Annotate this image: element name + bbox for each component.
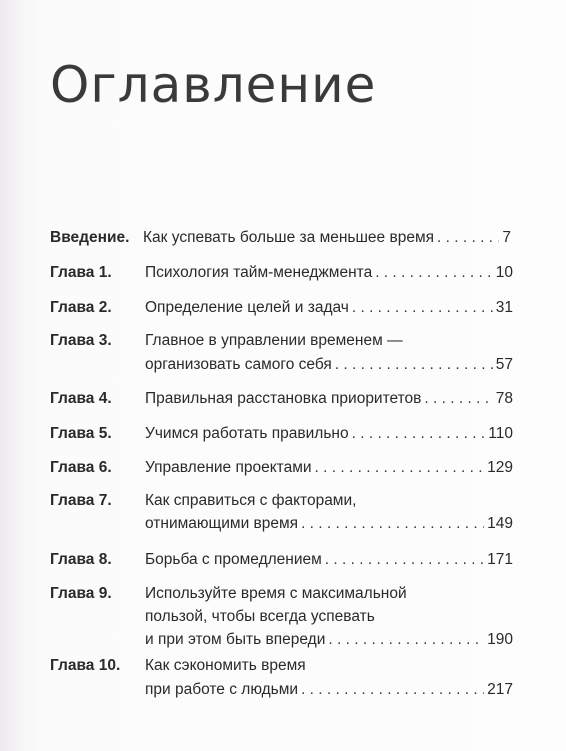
toc-entry-title-line (145, 354, 513, 376)
toc-page-number: 78 (495, 390, 513, 407)
toc-entry-label: Глава 1. (50, 264, 112, 281)
toc-entry-title-line (145, 513, 513, 535)
toc-leader-dots (315, 457, 485, 479)
toc-entry-title-line (145, 457, 513, 479)
toc-entry-title: Управление проектами (145, 459, 312, 476)
toc-page-number: 31 (495, 299, 513, 316)
toc-leader-dots (301, 513, 484, 535)
toc-entry-title-line (145, 679, 513, 701)
toc-entry-title: Определение целей и задач (145, 299, 349, 316)
toc-entry-title-line (145, 423, 513, 445)
toc-page-number: 110 (488, 425, 513, 442)
toc-leader-dots (301, 679, 484, 701)
toc-entry-label: Глава 3. (50, 332, 112, 349)
toc-leader-dots (335, 354, 493, 376)
toc-entry-title: Учимся работать правильно (145, 425, 349, 442)
toc-entry-label: Введение. (50, 229, 130, 246)
toc-entry-title-line (145, 330, 403, 352)
toc-page-number: 57 (495, 356, 513, 373)
toc-entry-title: и при этом быть впереди (145, 631, 326, 648)
toc-entry-title-line (145, 606, 375, 628)
toc-entry-label: Глава 7. (50, 492, 112, 509)
toc-entry-title-line (145, 262, 513, 284)
toc-entry-title-line (145, 629, 513, 651)
toc-entry-title: при работе с людьми (145, 681, 299, 698)
toc-entry-title: отнимающими время (145, 515, 299, 532)
toc-page-number: 7 (502, 229, 511, 246)
toc-entry-title-line (145, 297, 513, 319)
toc-entry-title-line (143, 227, 511, 249)
toc-entry-title: Борьба с промедлением (145, 551, 322, 568)
toc-entry-label: Глава 4. (50, 390, 112, 407)
toc-entry-title: Как справиться с факторами, (145, 492, 357, 509)
toc-entry-title: организовать самого себя (145, 356, 332, 373)
toc-entry-label: Глава 5. (50, 425, 112, 442)
toc-page-number: 171 (487, 551, 513, 568)
toc-entry-label: Глава 8. (50, 551, 112, 568)
page-title: Оглавление (50, 56, 377, 114)
toc-leader-dots (352, 297, 493, 319)
toc-leader-dots (424, 388, 492, 410)
toc-entry-label: Глава 2. (50, 299, 112, 316)
toc-leader-dots (325, 549, 484, 571)
toc-leader-dots (437, 227, 499, 249)
toc-entry-title-line (145, 490, 356, 512)
toc-leader-dots (352, 423, 486, 445)
toc-leader-dots (328, 629, 484, 651)
toc-entry-title-line (145, 655, 306, 677)
toc-entry-label: Глава 6. (50, 459, 112, 476)
toc-entry-title: Правильная расстановка приоритетов (145, 390, 422, 407)
toc-entry-title-line (145, 388, 513, 410)
toc-page-number: 149 (487, 515, 513, 532)
toc-page-number: 10 (495, 264, 513, 281)
toc-entry-title-line (145, 583, 407, 605)
toc-page-number: 190 (487, 631, 513, 648)
toc-entry-title: пользой, чтобы всегда успевать (145, 608, 375, 625)
toc-entry-title: Психология тайм-менеджмента (145, 264, 373, 281)
toc-entry-label: Глава 10. (50, 657, 121, 674)
toc-page-number: 129 (487, 459, 513, 476)
toc-page-number: 217 (487, 681, 513, 698)
toc-entry-title: Как успевать больше за меньшее время (143, 229, 434, 246)
toc-entry-label: Глава 9. (50, 585, 112, 602)
toc-leader-dots (375, 262, 493, 284)
toc-entry-title: Как сэкономить время (145, 657, 306, 674)
toc-entry-title-line (145, 549, 513, 571)
toc-entry-title: Используйте время с максимальной (145, 585, 407, 602)
toc-entry-title: Главное в управлении временем — (145, 332, 403, 349)
